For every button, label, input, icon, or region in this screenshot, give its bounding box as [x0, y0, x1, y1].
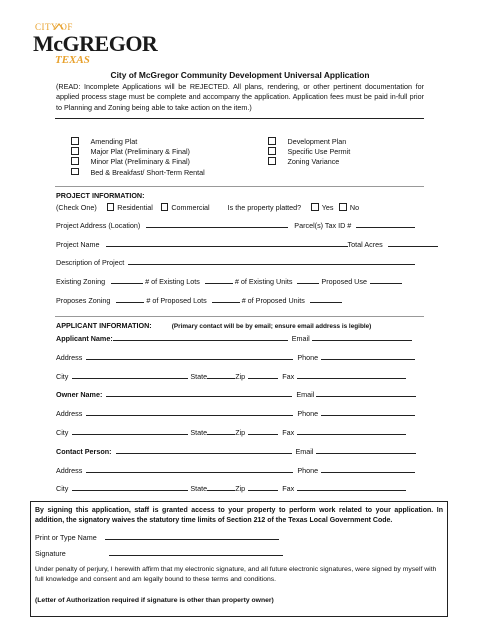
residential-checkbox[interactable]: [107, 203, 115, 211]
proposed-lots-field[interactable]: [212, 295, 240, 303]
owner-fax-field[interactable]: [297, 427, 406, 435]
existing-row: Existing Zoning # of Existing Lots # of Existing Units Proposed Use: [56, 276, 402, 286]
contact-city-row: City State Zip Fax: [56, 483, 406, 493]
total-acres-field[interactable]: [388, 239, 438, 247]
owner-state-field[interactable]: [207, 427, 235, 435]
property-type-row: (Check One) Residential Commercial Is the property platted? Yes No: [56, 203, 360, 212]
checkbox[interactable]: [71, 147, 79, 155]
checkbox[interactable]: [71, 157, 79, 165]
contact-city-field[interactable]: [72, 483, 188, 491]
applicant-fax-field[interactable]: [297, 371, 406, 379]
contact-address-row: Address Phone: [56, 465, 415, 475]
checkbox[interactable]: [71, 168, 79, 176]
applicant-name-field[interactable]: [113, 333, 288, 341]
applicant-city-field[interactable]: [72, 371, 188, 379]
applicant-phone-field[interactable]: [321, 352, 415, 360]
contact-name-field[interactable]: [116, 446, 292, 454]
applicant-address-field[interactable]: [86, 352, 293, 360]
proposed-units-field[interactable]: [310, 295, 342, 303]
type-option[interactable]: Major Plat (Preliminary & Final): [71, 147, 205, 157]
applicant-email-field[interactable]: [312, 333, 412, 341]
project-address-field[interactable]: [146, 220, 288, 228]
owner-address-field[interactable]: [86, 408, 293, 416]
page-title: City of McGregor Community Development Universal Application: [110, 70, 370, 80]
owner-email-field[interactable]: [316, 389, 416, 397]
type-option[interactable]: Minor Plat (Preliminary & Final): [71, 157, 205, 167]
application-types-left: [71, 137, 205, 178]
owner-zip-field[interactable]: [248, 427, 278, 435]
platted-yes-checkbox[interactable]: [311, 203, 319, 211]
owner-city-field[interactable]: [72, 427, 188, 435]
type-option[interactable]: Zoning Variance: [268, 157, 350, 167]
applicant-heading-row: APPLICANT INFORMATION: (Primary contact will be by email; ensure email address is legible): [56, 321, 372, 330]
project-address-row: Project Address (Location) Parcel(s) Tax ID #: [56, 220, 415, 230]
contact-address-field[interactable]: [86, 465, 293, 473]
contact-phone-field[interactable]: [321, 465, 415, 473]
checkbox[interactable]: [268, 147, 276, 155]
authorization-note: (Letter of Authorization required if signature is other than property owner): [35, 597, 274, 604]
type-option[interactable]: Bed & Breakfast/ Short-Term Rental: [71, 168, 205, 178]
proposed-row: Proposes Zoning # of Proposed Lots # of Proposed Units: [56, 295, 342, 305]
project-name-row: Project Name Total Acres: [56, 239, 438, 249]
applicant-state-field[interactable]: [207, 371, 235, 379]
access-statement: By signing this application, staff is granted access to your property to perform work related to your application. In addition, the signatory waives the statutory time limits of Section 212 of the Texas Local Government Code.: [35, 507, 443, 524]
parcel-id-field[interactable]: [356, 220, 415, 228]
contact-zip-field[interactable]: [248, 483, 278, 491]
applicant-zip-field[interactable]: [248, 371, 278, 379]
contact-email-field[interactable]: [316, 446, 416, 454]
description-row: Description of Project: [56, 257, 415, 267]
checkbox[interactable]: [71, 137, 79, 145]
print-name-row: Print or Type Name: [35, 532, 279, 542]
logo-city-of: CITY OF: [35, 22, 73, 32]
proposed-zoning-field[interactable]: [116, 295, 144, 303]
owner-name-row: Owner Name: Email: [56, 389, 416, 399]
existing-units-field[interactable]: [297, 276, 319, 284]
description-field[interactable]: [128, 257, 415, 265]
owner-name-field[interactable]: [106, 389, 292, 397]
print-name-field[interactable]: [105, 532, 279, 540]
signature-field[interactable]: [109, 548, 283, 556]
type-option[interactable]: Development Plan: [268, 137, 350, 147]
project-name-field[interactable]: [106, 239, 348, 247]
contact-fax-field[interactable]: [297, 483, 406, 491]
contact-state-field[interactable]: [207, 483, 235, 491]
contact-name-row: Contact Person: Email: [56, 446, 416, 456]
owner-address-row: Address Phone: [56, 408, 415, 418]
type-option[interactable]: Specific Use Permit: [268, 147, 350, 157]
signature-row: Signature: [35, 548, 283, 558]
logo-state: TEXAS: [55, 54, 90, 66]
platted-no-checkbox[interactable]: [339, 203, 347, 211]
applicant-address-row: Address Phone: [56, 352, 415, 362]
existing-lots-field[interactable]: [205, 276, 233, 284]
signature-box: [30, 501, 448, 617]
proposed-use-field[interactable]: [370, 276, 402, 284]
owner-phone-field[interactable]: [321, 408, 415, 416]
application-types-right: [268, 137, 350, 168]
city-logo: [33, 22, 158, 70]
type-option[interactable]: Amending Plat: [71, 137, 205, 147]
intro-notice: (READ: Incomplete Applications will be REJECTED. All plans, rendering, or other pertinent documentation for applied process stage must be complete and accompany the application. Application fees must be paid in-full prior to Planning and Zoning being able to take action on the item.): [56, 82, 424, 112]
commercial-checkbox[interactable]: [161, 203, 169, 211]
project-heading: PROJECT INFORMATION:: [56, 191, 145, 200]
checkbox[interactable]: [268, 157, 276, 165]
applicant-city-row: City State Zip Fax: [56, 371, 406, 381]
checkbox[interactable]: [268, 137, 276, 145]
owner-city-row: City State Zip Fax: [56, 427, 406, 437]
perjury-statement: Under penalty of perjury, I herewith affirm that my electronic signature, and all future electronic signatures, were signed by myself with full knowledge and consent and am legally bound to these terms and conditions.: [35, 566, 437, 583]
existing-zoning-field[interactable]: [111, 276, 143, 284]
logo-name: McGREGOR: [33, 31, 158, 56]
applicant-name-row: Applicant Name: Email: [56, 333, 412, 343]
